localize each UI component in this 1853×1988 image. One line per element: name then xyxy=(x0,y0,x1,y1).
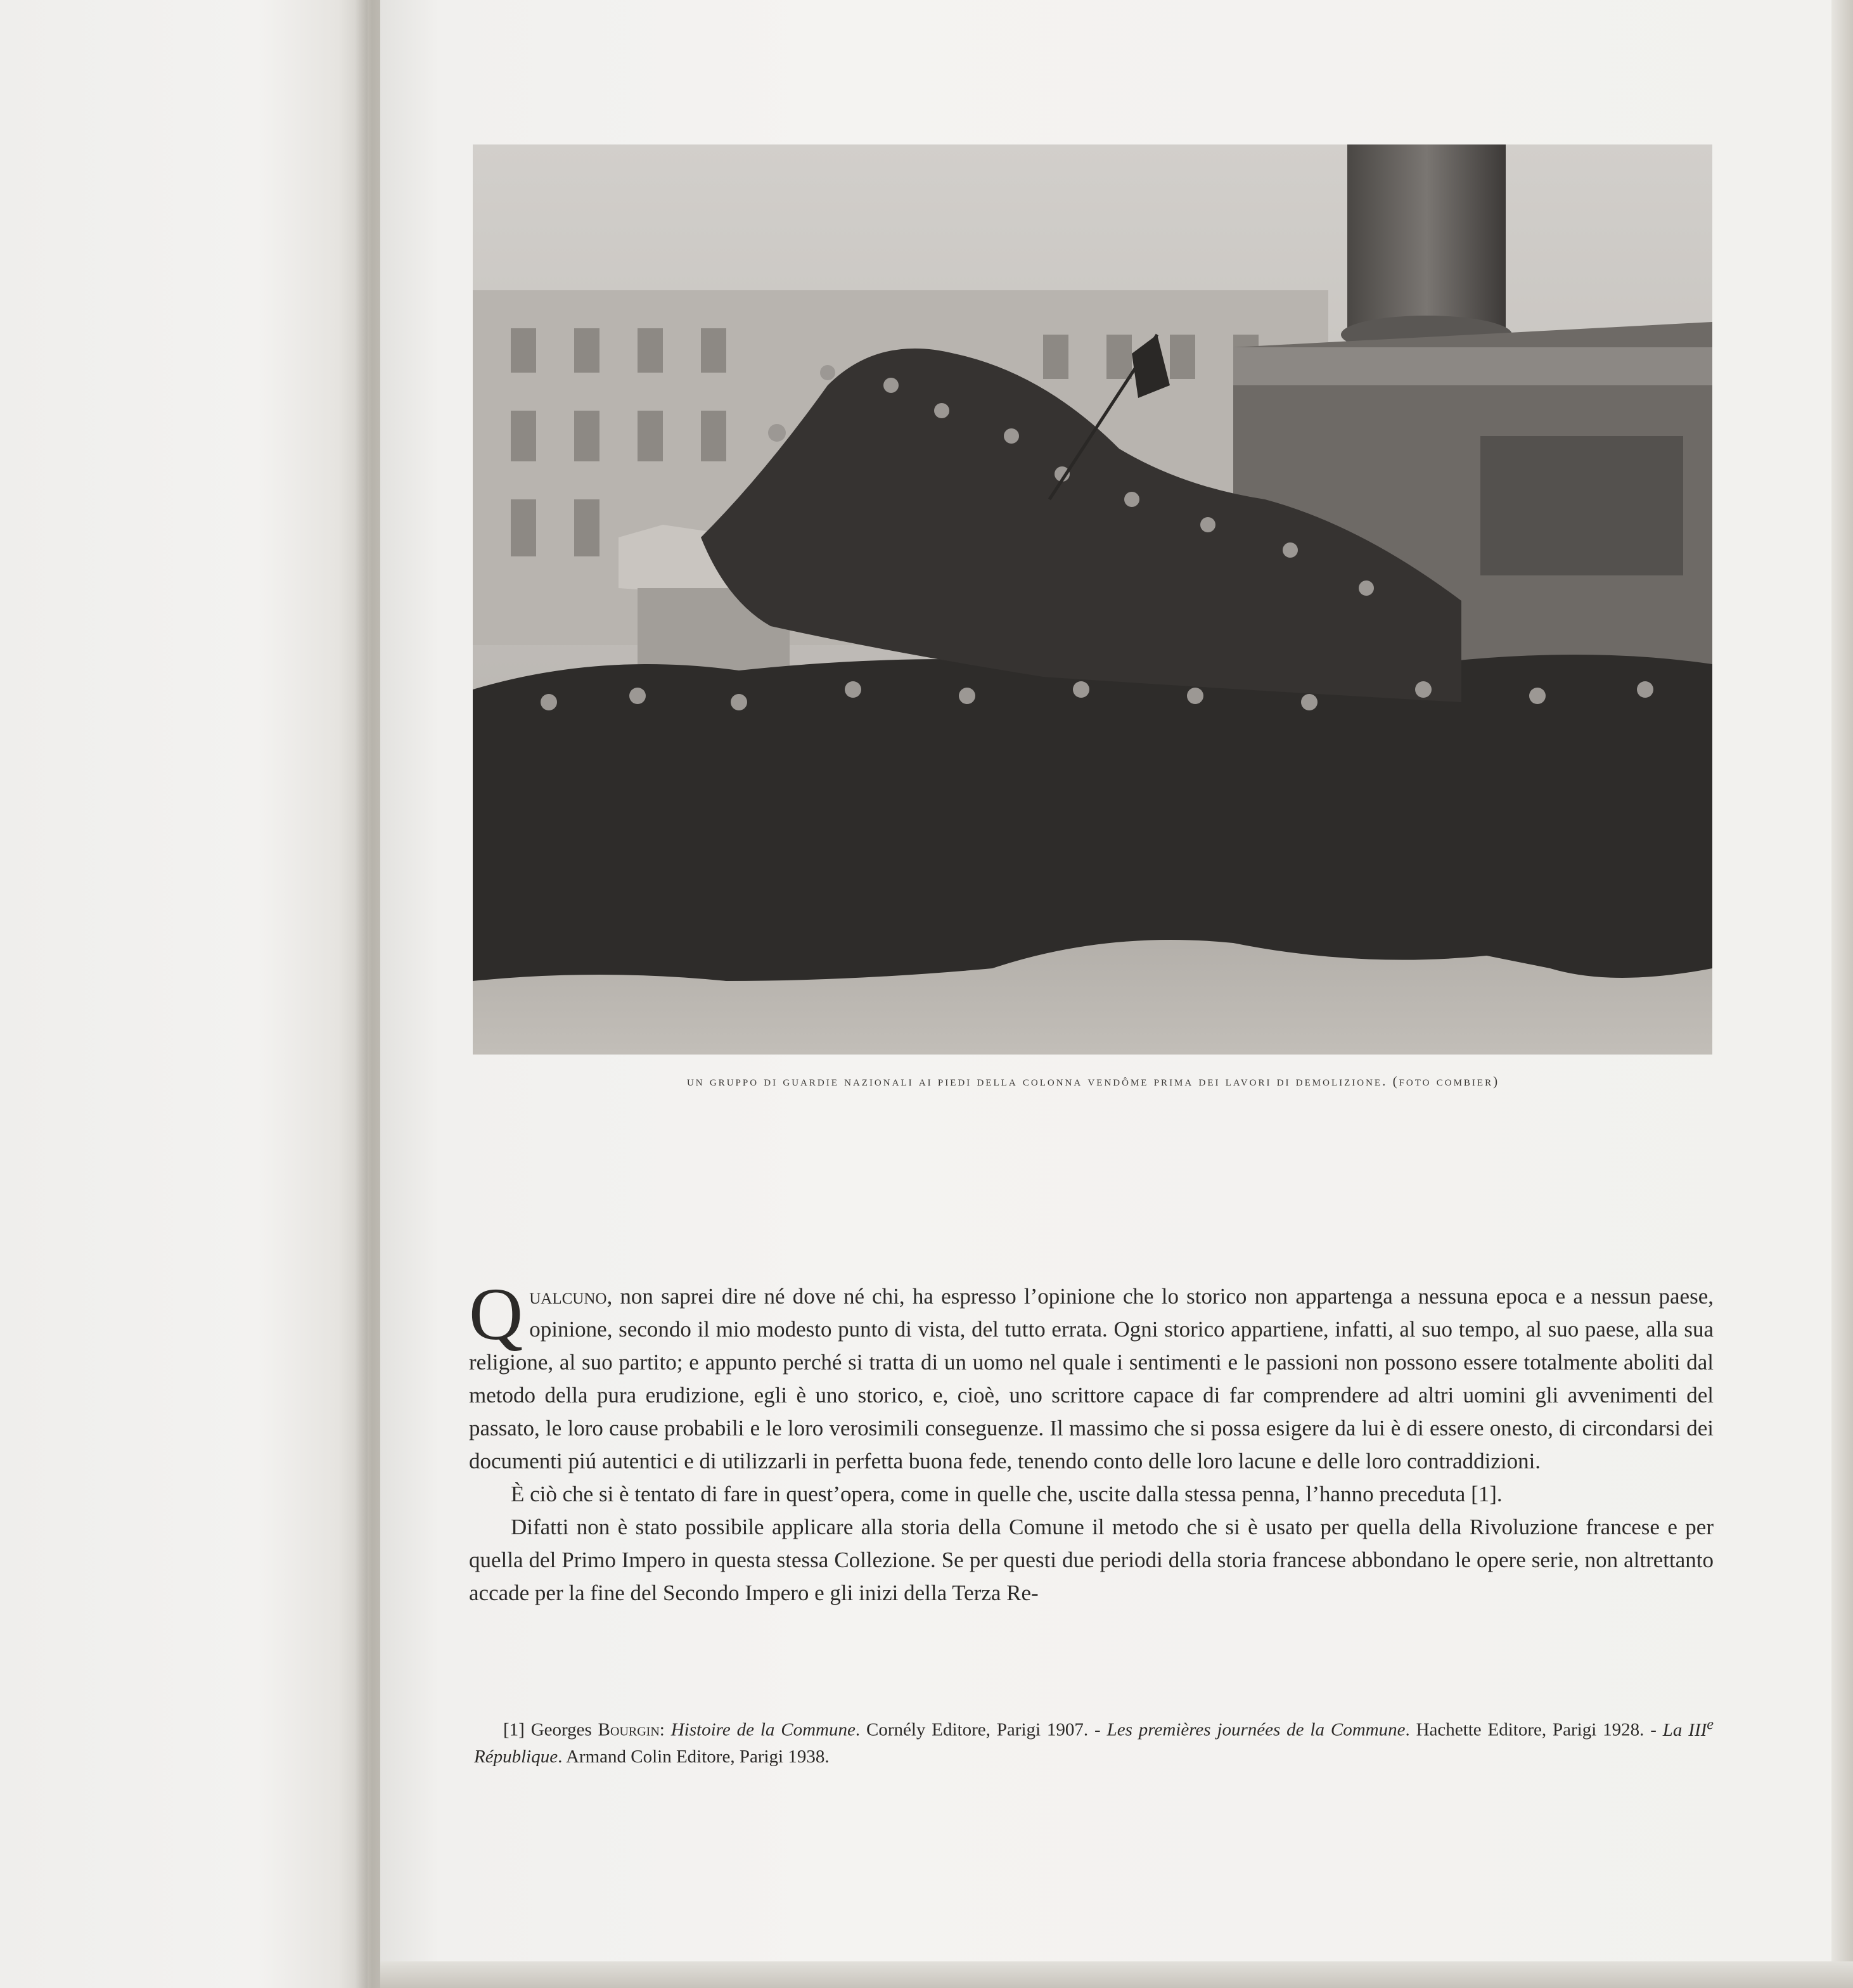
footnote-title-2: Les premières journées de la Commune xyxy=(1106,1719,1406,1740)
footnote-author: Bourgin xyxy=(598,1719,660,1740)
footnote-pub-2: . Hachette Editore, Parigi 1928. - xyxy=(1405,1719,1663,1740)
paragraph-1 xyxy=(469,1273,1714,1478)
footnote-title-3-end: République xyxy=(474,1746,558,1767)
page-bottom-edge xyxy=(380,1961,1853,1988)
body-text xyxy=(469,1273,1714,1610)
historical-photograph xyxy=(473,144,1712,1055)
paragraph-2: È ciò che si è tentato di fare in quest’opera, come in quelle che, uscite dalla stessa penna, l’hanno preceduta [1]. xyxy=(511,1482,1503,1506)
footnote xyxy=(474,1711,1714,1770)
paragraph-3: Difatti non è stato possibile applicare alla storia della Comune il metodo che si è usato per quella della Rivoluzione francese e per quella del Primo Impero in questa stessa Collezione. Se per questi due periodi della storia francese abbondano le opere serie, non altrettanto accade per la fine del Secondo Impero e gli inizi della Terza Re- xyxy=(469,1515,1714,1605)
first-word: ualcuno xyxy=(529,1284,607,1309)
footnote-colon: : xyxy=(659,1719,671,1740)
footnote-marker: [1] Georges xyxy=(503,1719,598,1740)
footnote-title-3-sup: e xyxy=(1707,1715,1714,1733)
footnote-1 xyxy=(474,1711,1714,1770)
footnote-pub-1: . Cornély Editore, Parigi 1907. - xyxy=(855,1719,1107,1740)
footnote-title-1: Histoire de la Commune xyxy=(670,1719,856,1740)
drop-cap: Q xyxy=(469,1273,523,1356)
paragraph-1-text: , non saprei dire né dove né chi, ha espresso l’opinione che lo storico non appartenga a nessuna epoca e a nessun paese, opinione, secondo il mio modesto punto di vista, del tutto errata. Ogni storico appartiene, infatti, al suo tempo, al suo paese, alla sua religione, al suo partito; e appunto perché si tratta di un uomo nel quale i sentimenti e le passioni non possono essere totalmente aboliti dal metodo della pura erudizione, egli è uno storico, e, cioè, uno scrittore capace di far comprendere ad altri uomini gli avvenimenti del passato, le loro cause probabili e le loro verosimili conseguenze. Il massimo che si possa esigere da lui è di essere onesto, di circondarsi dei documenti piú autentici e di utilizzarli in perfetta buona fede, tenendo conto delle loro lacune e delle loro contraddizioni. xyxy=(469,1284,1714,1473)
footnote-title-3-start: La III xyxy=(1662,1719,1707,1740)
page-edge xyxy=(1831,0,1853,1988)
photograph-illustration xyxy=(473,144,1712,1055)
footnote-pub-3: . Armand Colin Editore, Parigi 1938. xyxy=(558,1746,830,1767)
photo-caption: un gruppo di guardie nazionali ai piedi della colonna vendôme prima dei lavori di demolizione. (foto combier) xyxy=(686,1074,1500,1089)
left-blank-page xyxy=(0,0,368,1988)
